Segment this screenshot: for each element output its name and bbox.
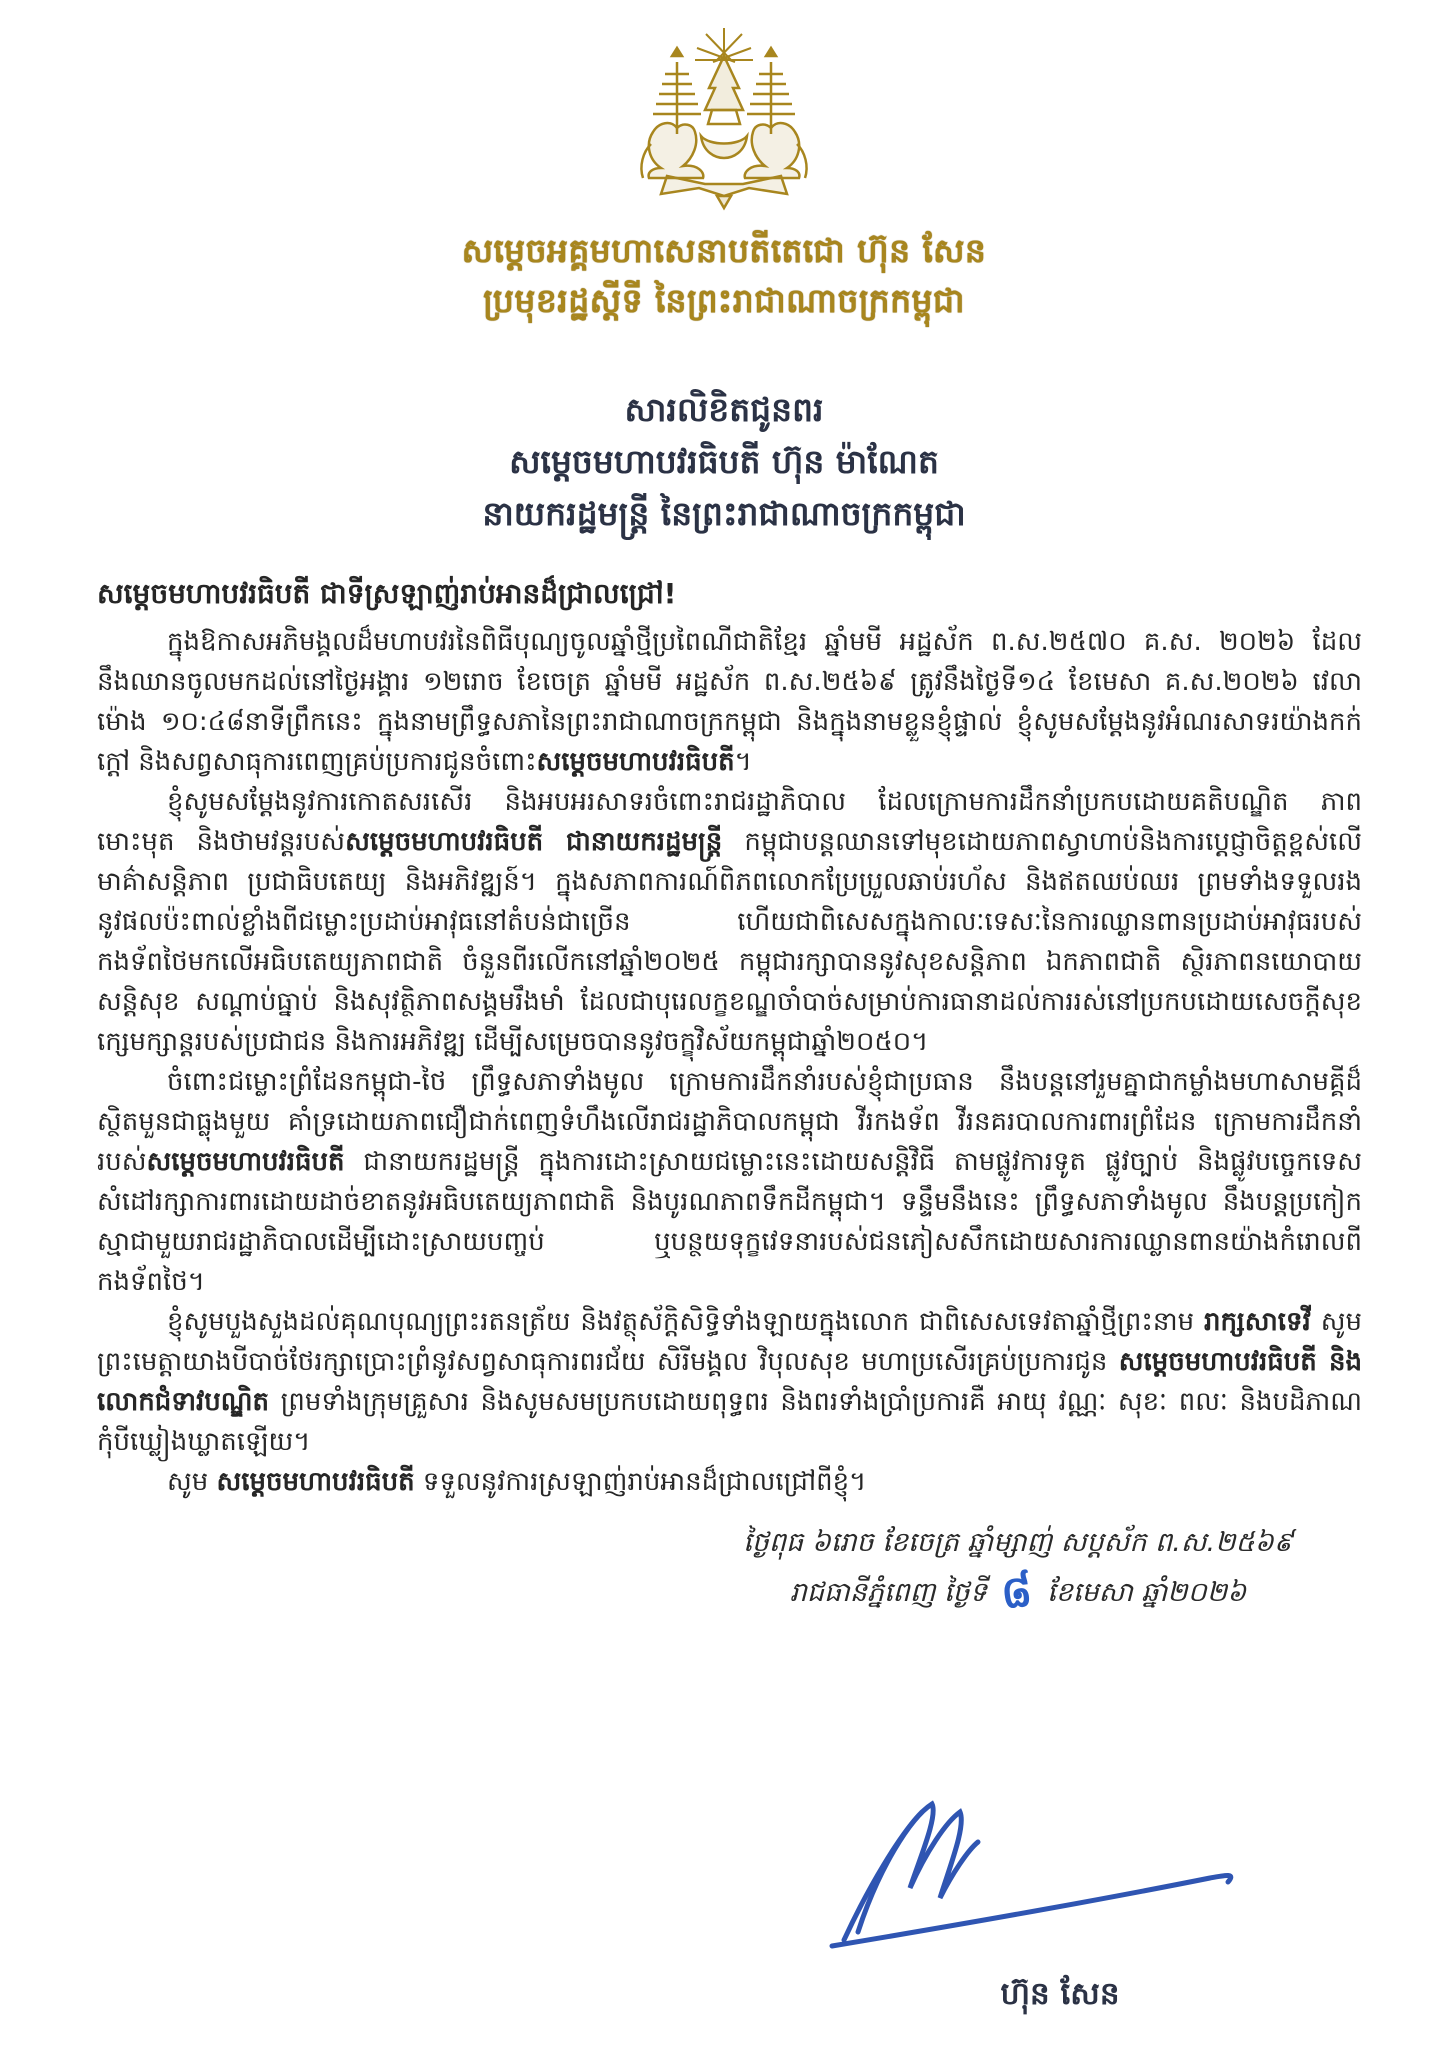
handwritten-day: ៨ [998,1565,1036,1620]
paragraph-2: ខ្ញុំសូមសម្តែងនូវការកោតសរសើរ និងអបអរសាទរចំពោះរាជរដ្ឋាភិបាល ដែលក្រោមការដឹកនាំប្រកបដោយគតិបណ្ឌិត ភាពមោះមុត និងថាមវន្តរបស់សម្តេចមហាបវរធិបតី ជានាយករដ្ឋមន្ត្រី កម្ពុជាបន្តឈានទៅមុខដោយភាពស្វាហាប់និងការប្តេជ្ញាចិត្តខ្ពស់លើមាគ៌ាសន្តិភាព ប្រជាធិបតេយ្យ និងអភិវឌ្ឍន៍។ ក្នុងសភាពការណ៍ពិភពលោកប្រែប្រួលឆាប់រហ័ស និងឥតឈប់ឈរ ព្រមទាំងទទួលរងនូវផលប៉ះពាល់ខ្លាំងពីជម្លោះប្រដាប់អាវុធនៅតំបន់ជាច្រើន ហើយជាពិសេសក្នុងកាលៈទេសៈនៃការឈ្លានពានប្រដាប់អាវុធរបស់កងទ័ពថៃមកលើអធិបតេយ្យភាពជាតិ ចំនួនពីរលើកនៅឆ្នាំ២០២៥ កម្ពុជារក្សាបាននូវសុខសន្តិភាព ឯកភាពជាតិ ស្ថិរភាពនយោបាយ សន្តិសុខ សណ្តាប់ធ្នាប់ និងសុវត្ថិភាពសង្គមរឹងមាំ ដែលជាបុរេលក្ខខណ្ឌចាំបាច់សម្រាប់ការធានាដល់ការរស់នៅប្រកបដោយសេចក្តីសុខក្សេមក្សាន្តរបស់ប្រជាជន និងការអភិវឌ្ឍ ដើម្បីសម្រេចបាននូវចក្ខុវិស័យកម្ពុជាឆ្នាំ២០៥០។ [97,787,1362,1057]
date-suffix: ខែមេសា ឆ្នាំ២០២៦ [1047,1577,1247,1608]
letter-body [97,574,1362,1502]
paragraph-1: ក្នុងឱកាសអភិមង្គលដ៏មហាបវរនៃពិធីបុណ្យចូលឆ្នាំថ្មីប្រពៃណីជាតិខ្មែរ ឆ្នាំមមី អដ្ឋស័ក ព.ស.២៥៧០ គ.ស. ២០២៦ ដែលនឹងឈានចូលមកដល់នៅថ្ងៃអង្គារ ១២រោច ខែចេត្រ ឆ្នាំមមី អដ្ឋស័ក ព.ស.២៥៦៩ ត្រូវនឹងថ្ងៃទី១៤ ខែមេសា គ.ស.២០២៦ វេលាម៉ោង ១០:៤៨នាទីព្រឹកនេះ ក្នុងនាមព្រឹទ្ធសភានៃព្រះរាជាណាចក្រកម្ពុជា និងក្នុងនាមខ្លួនខ្ញុំផ្ទាល់ ខ្ញុំសូមសម្តែងនូវអំណរសាទរយ៉ាងកក់ក្តៅ និងសព្វសាធុការពេញគ្រប់ប្រការជូនចំពោះសម្តេចមហាបវរធិបតី។ [97,627,1362,777]
parasol-left [653,48,701,134]
lion-right [745,123,807,178]
paragraph-4: ខ្ញុំសូមបួងសួងដល់គុណបុណ្យព្រះរតនត្រ័យ និងវត្ថុស័ក្តិសិទ្ធិទាំងឡាយក្នុងលោក ជាពិសេសទេវតាឆ្នាំថ្មីព្រះនាម រាក្សសាទេវី សូមព្រះមេត្តាយាងបីបាច់ថែរក្សាប្រោះព្រំនូវសព្វសាធុការពរជ័យ សិរីមង្គល វិបុលសុខ មហាប្រសើរគ្រប់ប្រការជូន សម្តេចមហាបវរធិបតី និងលោកជំទាវបណ្ឌិត ព្រមទាំងក្រុមគ្រួសារ និងសូមសមប្រកបដោយពុទ្ធពរ និងពរទាំងប្រាំប្រការគឺ អាយុ វណ្ណៈ សុខៈ ពលៈ និងបដិភាណ កុំបីឃ្លៀងឃ្លាតឡើយ។ [97,1307,1362,1457]
parasol-right [747,48,795,134]
paragraph-3: ចំពោះជម្លោះព្រំដែនកម្ពុជា-ថៃ ព្រឹទ្ធសភាទាំងមូល ក្រោមការដឹកនាំរបស់ខ្ញុំជាប្រធាន នឹងបន្តនៅរួមគ្នាជាកម្លាំងមហាសាមគ្គីដ៏ស្ថិតមួនជាធ្លុងមួយ គាំទ្រដោយភាពជឿជាក់ពេញទំហឹងលើរាជរដ្ឋាភិបាលកម្ពុជា វីរកងទ័ព វីរនគរបាលការពារព្រំដែន ក្រោមការដឹកនាំរបស់សម្តេចមហាបវរធិបតី ជានាយករដ្ឋមន្ត្រី ក្នុងការដោះស្រាយជម្លោះនេះដោយសន្តិវិធី តាមផ្លូវការទូត ផ្លូវច្បាប់ និងផ្លូវបច្ចេកទេស សំដៅរក្សាការពារដោយដាច់ខាតនូវអធិបតេយ្យភាពជាតិ និងបូរណភាពទឹកដីកម្ពុជា។ ទន្ទឹមនឹងនេះ ព្រឹទ្ធសភាទាំងមូល នឹងបន្តប្រកៀកស្មាជាមួយរាជរដ្ឋាភិបាលដើម្បីដោះស្រាយបញ្ចប់ ឬបន្ថយទុក្ខវេទនារបស់ជនភៀសសឹកដោយសារការឈ្លានពានយ៉ាងកំរោលពីកងទ័ពថៃ។ [97,1067,1362,1297]
civil-date-line [708,1565,1328,1620]
signature-scribble [740,1800,1280,1980]
letter-title-block [0,384,1448,540]
date-prefix: រាជធានីភ្នំពេញ ថ្ងៃទី [789,1577,987,1608]
royal-arms-emblem [0,26,1448,216]
lion-left [641,123,703,178]
recipient-name: សម្តេចមហាបវរធិបតី ហ៊ុន ម៉ាណែត [509,442,939,481]
dateline [708,1518,1328,1618]
signer-name: ហ៊ុន សែន [1000,1976,1120,2012]
lunar-date-line: ថ្ងៃពុធ ៦រោច ខែចេត្រ ឆ្នាំម្សាញ់ សប្តស័ក ព.ស.២៥៦៩ [743,1527,1293,1558]
sender-title-line: ប្រមុខរដ្ឋស្តីទី នៃព្រះរាជាណាចក្រកម្ពុជា [483,281,965,320]
closing-line: សូម សម្តេចមហាបវរធិបតី ទទួលនូវការស្រឡាញ់រាប់អានដ៏ជ្រាលជ្រៅពីខ្ញុំ។ [167,1467,867,1497]
gold-header [0,226,1448,326]
salutation: សម្តេចមហាបវរធិបតី ជាទីស្រឡាញ់រាប់អានដ៏ជ្រាលជ្រៅ! [97,577,677,610]
letter-title: សារលិខិតជូនពរ [624,390,824,429]
recipient-title: នាយករដ្ឋមន្ត្រី នៃព្រះរាជាណាចក្រកម្ពុជា [482,494,966,533]
sender-name-line: សម្តេចអគ្គមហាសេនាបតីតេជោ ហ៊ុន សែន [461,231,987,270]
